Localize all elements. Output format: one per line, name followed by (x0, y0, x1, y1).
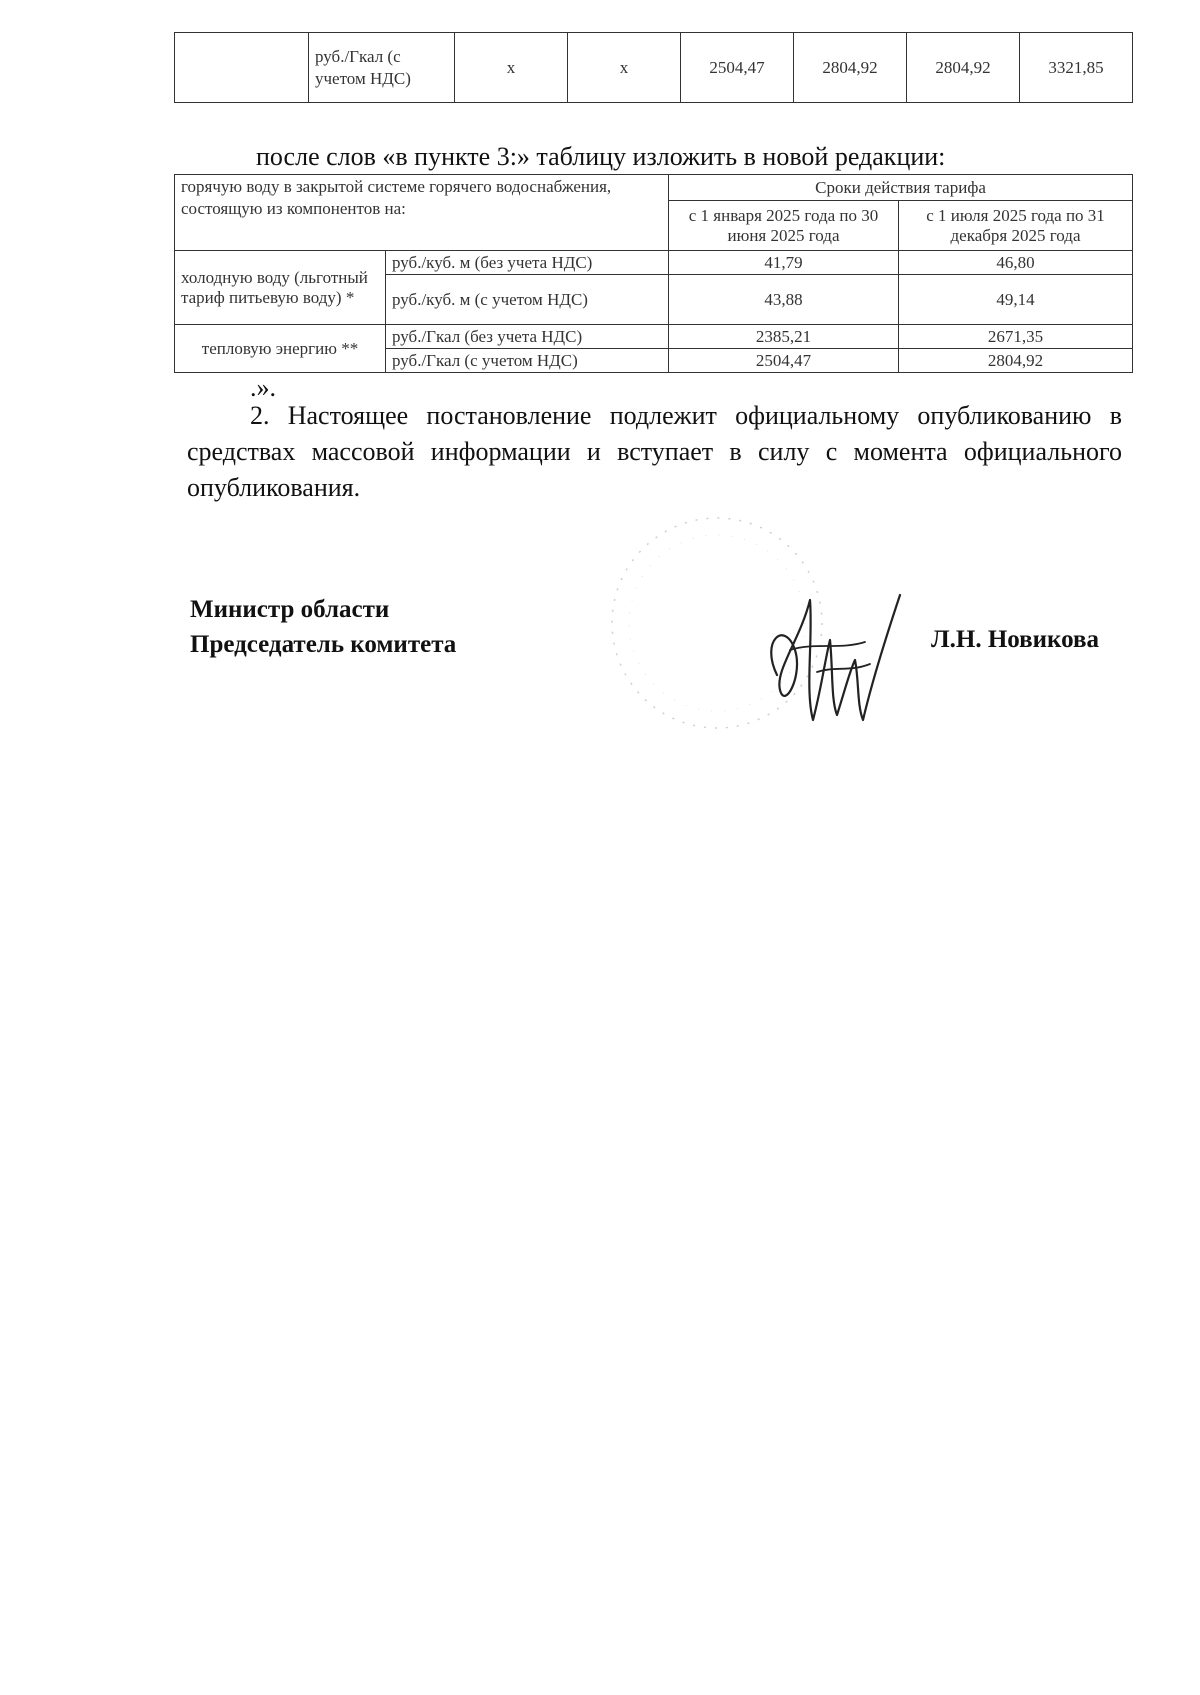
intro-text: после слов «в пункте 3:» таблицу изложить в новой редакции: (256, 142, 946, 171)
unit-cell: руб./куб. м (с учетом НДС) (386, 275, 669, 325)
value-cell: 2504,47 (669, 349, 899, 373)
paragraph-2: 2. Настоящее постановление подлежит официальному опубликованию в средствах массовой информации и вступает в силу с момента официального опубликования. (187, 401, 1122, 502)
group-label-heat-energy: тепловую энергию ** (175, 325, 386, 373)
unit-cell: руб./Гкал (с учетом НДС) (386, 349, 669, 373)
value-cell: x (568, 33, 681, 103)
signature-icon (755, 580, 915, 740)
unit-cell: руб./Гкал (с учетом НДС) (309, 33, 455, 103)
table-row (175, 325, 1133, 349)
value-cell: 49,14 (899, 275, 1133, 325)
tariff-table (174, 174, 1133, 373)
value-cell: 3321,85 (1020, 33, 1133, 103)
continuation-table (174, 32, 1133, 103)
signer-name: Л.Н. Новикова (931, 626, 1100, 653)
signer-title-line2: Председатель комитета (190, 631, 457, 658)
group-label-cold-water: холодную воду (льготный тариф питьевую воду) * (175, 251, 386, 325)
signer-title-line1: Министр области (190, 596, 390, 623)
unit-cell: руб./Гкал (без учета НДС) (386, 325, 669, 349)
unit-cell: руб./куб. м (без учета НДС) (386, 251, 669, 275)
value-cell: 2804,92 (794, 33, 907, 103)
value-cell: 2671,35 (899, 325, 1133, 349)
period-header: Сроки действия тарифа (669, 175, 1133, 201)
table-row (175, 175, 1133, 201)
closing-mark: .». (250, 373, 276, 402)
table-row (175, 33, 1133, 103)
table-row (175, 251, 1133, 275)
value-cell: 2385,21 (669, 325, 899, 349)
value-cell: 2504,47 (681, 33, 794, 103)
period-1: с 1 января 2025 года по 30 июня 2025 года (669, 201, 899, 251)
value-cell: x (455, 33, 568, 103)
value-cell: 2804,92 (899, 349, 1133, 373)
header-left: горячую воду в закрытой системе горячего водоснабжения, состоящую из компонентов на: (175, 175, 669, 251)
value-cell: 41,79 (669, 251, 899, 275)
value-cell: 2804,92 (907, 33, 1020, 103)
value-cell: 43,88 (669, 275, 899, 325)
empty-cell (175, 33, 309, 103)
period-2: с 1 июля 2025 года по 31 декабря 2025 года (899, 201, 1133, 251)
value-cell: 46,80 (899, 251, 1133, 275)
